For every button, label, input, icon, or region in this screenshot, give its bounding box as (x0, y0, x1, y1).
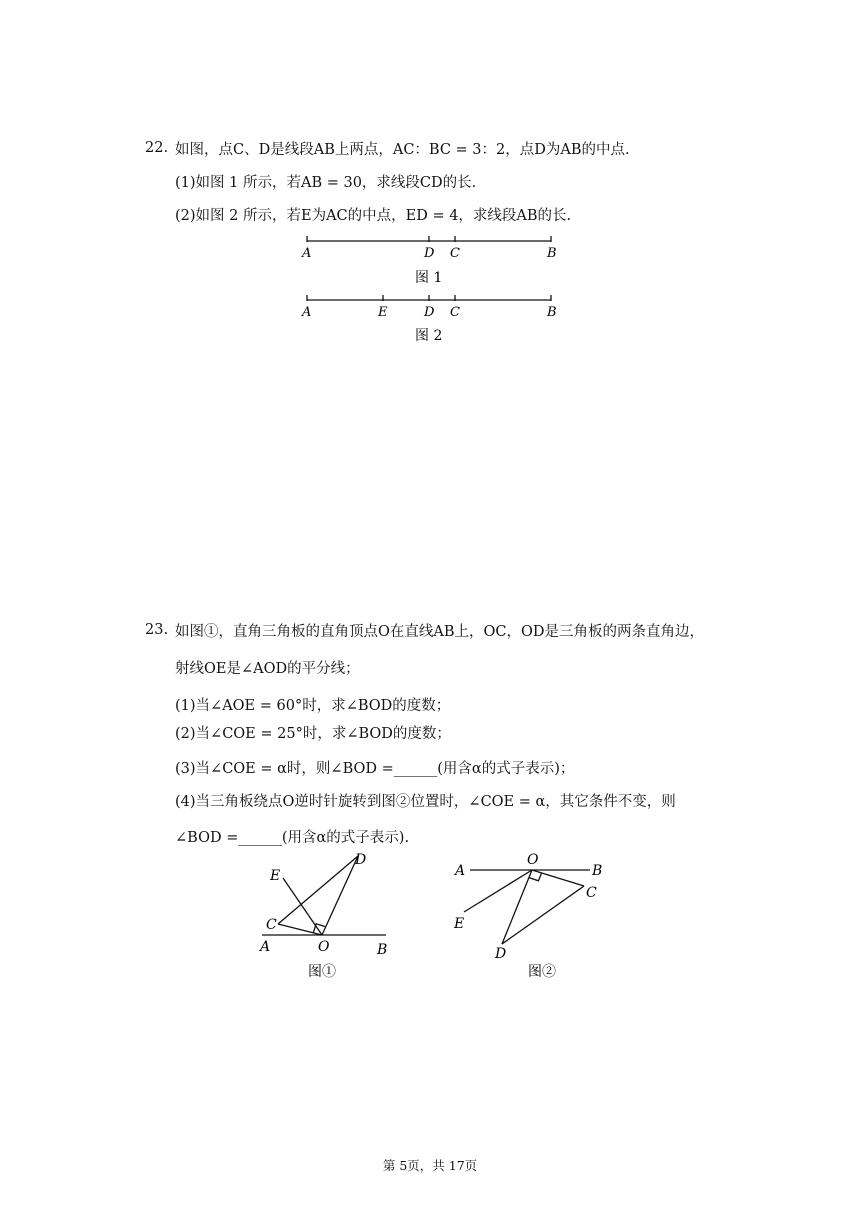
fig1-label-d: D (424, 246, 435, 261)
fig2-label-b: B (547, 305, 557, 320)
fig1-caption: 图 1 (415, 270, 443, 286)
f1-label-c: C (266, 917, 277, 933)
q23-part3: (3)当∠COE = α时，则∠BOD =______(用含α的式子表示)； (175, 761, 575, 777)
f1-label-d: D (355, 852, 367, 868)
q22-figure-1 (295, 232, 570, 292)
q22-figure-2 (295, 292, 570, 352)
q23-number: 23. (145, 622, 169, 638)
fig2-label-e: E (378, 305, 388, 320)
f1-label-o: O (318, 939, 330, 955)
f2-caption: 图② (528, 964, 556, 980)
q22-stem: 如图，点C、D是线段AB上两点，AC：BC = 3：2，点D为AB的中点. (175, 142, 630, 158)
f1-label-b: B (377, 942, 388, 958)
f2-label-b: B (592, 863, 603, 879)
fig2-caption: 图 2 (415, 328, 443, 344)
q23-stem-line1: 如图①，直角三角板的直角顶点O在直线AB上，OC，OD是三角板的两条直角边， (175, 624, 705, 640)
fig2-label-a: A (302, 305, 312, 320)
fig1-label-b: B (547, 246, 557, 261)
fig1-label-c: C (450, 246, 460, 261)
f2-label-c: C (586, 885, 597, 901)
q23-part4-line2: ∠BOD =______(用含α的式子表示). (175, 830, 410, 846)
f2-label-d: D (495, 946, 507, 962)
fig2-label-d: D (424, 305, 435, 320)
f2-label-e: E (454, 916, 465, 932)
q23-figure-2 (450, 848, 610, 983)
q22-part1: (1)如图 1 所示，若AB = 30，求线段CD的长. (175, 175, 477, 191)
page-footer: 第 5页，共 17页 (382, 1158, 478, 1173)
f1-caption: 图① (308, 964, 336, 980)
f2-label-a: A (455, 863, 466, 879)
f2-label-o: O (527, 852, 539, 868)
q22-number: 22. (145, 140, 169, 156)
q22-part2: (2)如图 2 所示，若E为AC的中点，ED = 4，求线段AB的长. (175, 208, 572, 224)
fig1-label-a: A (302, 246, 312, 261)
f1-label-e: E (270, 868, 281, 884)
q23-part2: (2)当∠COE = 25°时，求∠BOD的度数； (175, 726, 451, 742)
f1-label-a: A (260, 939, 271, 955)
q23-figure-1 (250, 848, 400, 983)
q23-part1: (1)当∠AOE = 60°时，求∠BOD的度数； (175, 698, 451, 714)
fig2-label-c: C (450, 305, 460, 320)
q23-stem-line2: 射线OE是∠AOD的平分线； (175, 661, 360, 677)
q23-part4-line1: (4)当三角板绕点O逆时针旋转到图②位置时，∠COE = α，其它条件不变，则 (175, 794, 676, 810)
